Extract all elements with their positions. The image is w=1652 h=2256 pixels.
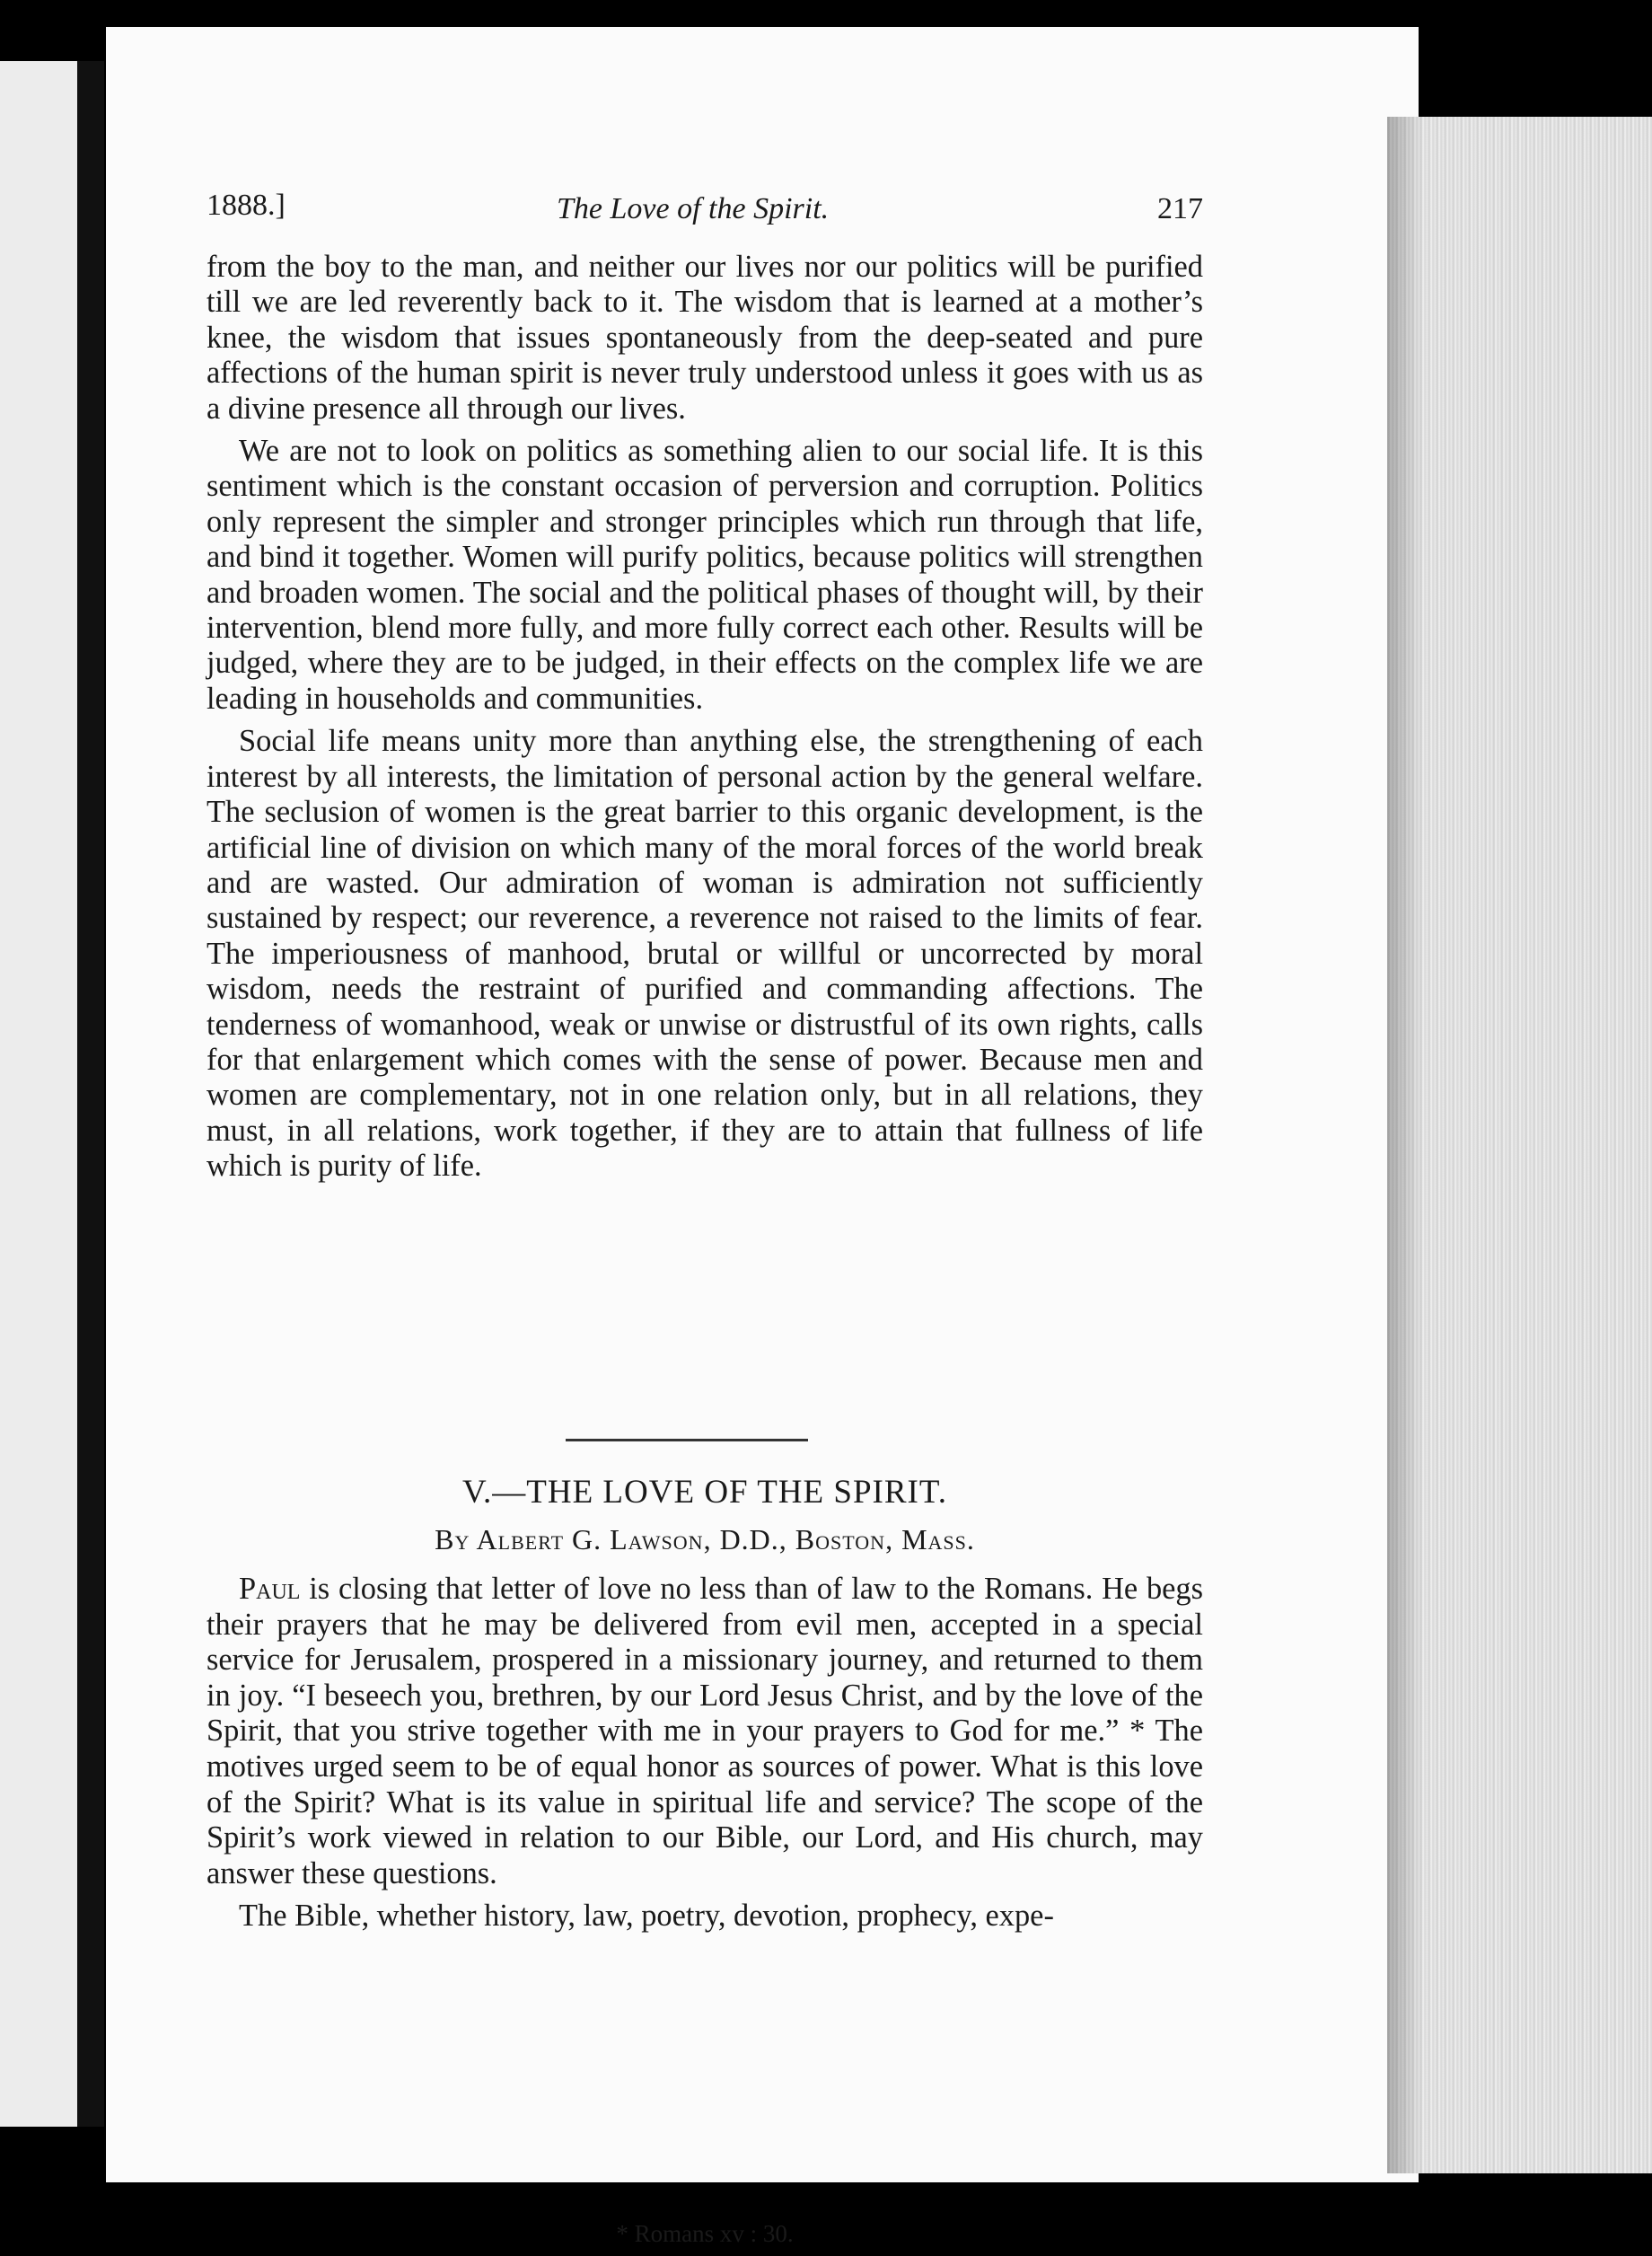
page-stack-shadow bbox=[1387, 117, 1423, 2173]
paragraph: from the boy to the man, and neither our lives nor our politics will be purified till we are led reverently back to it. The wisdom that is learned at a mother’s knee, the wisdom that issues spontaneously from the deep-seated and pure affections of the human spirit is never truly understood unless it goes with us as a divine presence all through our lives. bbox=[206, 250, 1203, 426]
page-number: 217 bbox=[1157, 192, 1203, 225]
footnote: * Romans xv : 30. bbox=[616, 2220, 794, 2247]
paragraph bbox=[206, 1572, 1203, 1891]
book-gutter bbox=[77, 61, 104, 2127]
paragraph: The Bible, whether history, law, poetry, devotion, prophecy, expe- bbox=[239, 1899, 1054, 1934]
page-stack-edge bbox=[1387, 117, 1652, 2173]
paragraph: Social life means unity more than anything else, the strengthening of each interest by all interests, the limitation of personal action by the general welfare. The seclusion of women is the great barrier to this organic development, is the artificial line of division on which many of the moral forces of the world break and are wasted. Our admiration of woman is admiration not sufficiently sustained by respect; our reverence, a reverence not raised to the limits of fear. The imperiousness of manhood, brutal or willful or uncorrected by moral wisdom, needs the restraint of purified and commanding affections. The tenderness of womanhood, weak or unwise or distrustful of its own rights, calls for that enlargement which comes with the sense of power. Because men and women are complementary, not in one relation only, but in all relations, they must, in all relations, work together, if they are to attain that fullness of life which is purity of life. bbox=[206, 724, 1203, 1184]
running-head-year: 1888.] bbox=[206, 189, 286, 222]
section-divider bbox=[566, 1439, 808, 1441]
running-head bbox=[206, 180, 1203, 234]
paragraph: We are not to look on politics as something alien to our social life. It is this sentiment which is the constant occasion of perversion and corruption. Politics only represent the simpler and stronger principles which run through that life, and bind it together. Women will purify politics, because politics will strengthen and broaden women. The social and the political phases of thought will, by their intervention, blend more fully, and more fully correct each other. Results will be judged, where they are to be judged, in their effects on the complex life we are leading in households and communities. bbox=[206, 434, 1203, 716]
paragraph-text: is closing that letter of love no less than of law to the Romans. He begs their prayers that he may be delivered from evil men, accepted in a special service for Jerusalem, prospered in a missionary journey, and returned to them in joy. “I beseech you, brethren, by our Lord Jesus Christ, and by the love of the Spirit, that you strive together with me in your prayers to God for me.” * The motives urged seem to be of equal honor as sources of power. What is this love of the Spirit? What is its value in spiritual life and service? The scope of the Spirit’s work viewed in relation to our Bible, our Lord, and His church, may answer these questions. bbox=[206, 1572, 1203, 1890]
lead-word: Paul bbox=[239, 1572, 301, 1606]
article-byline: By Albert G. Lawson, D.D., Boston, Mass. bbox=[435, 1523, 975, 1555]
previous-article-text bbox=[206, 250, 1203, 1192]
running-head-title: The Love of the Spirit. bbox=[557, 192, 830, 225]
article-title: V.—THE LOVE OF THE SPIRIT. bbox=[462, 1474, 947, 1511]
article-text bbox=[206, 1572, 1203, 1942]
